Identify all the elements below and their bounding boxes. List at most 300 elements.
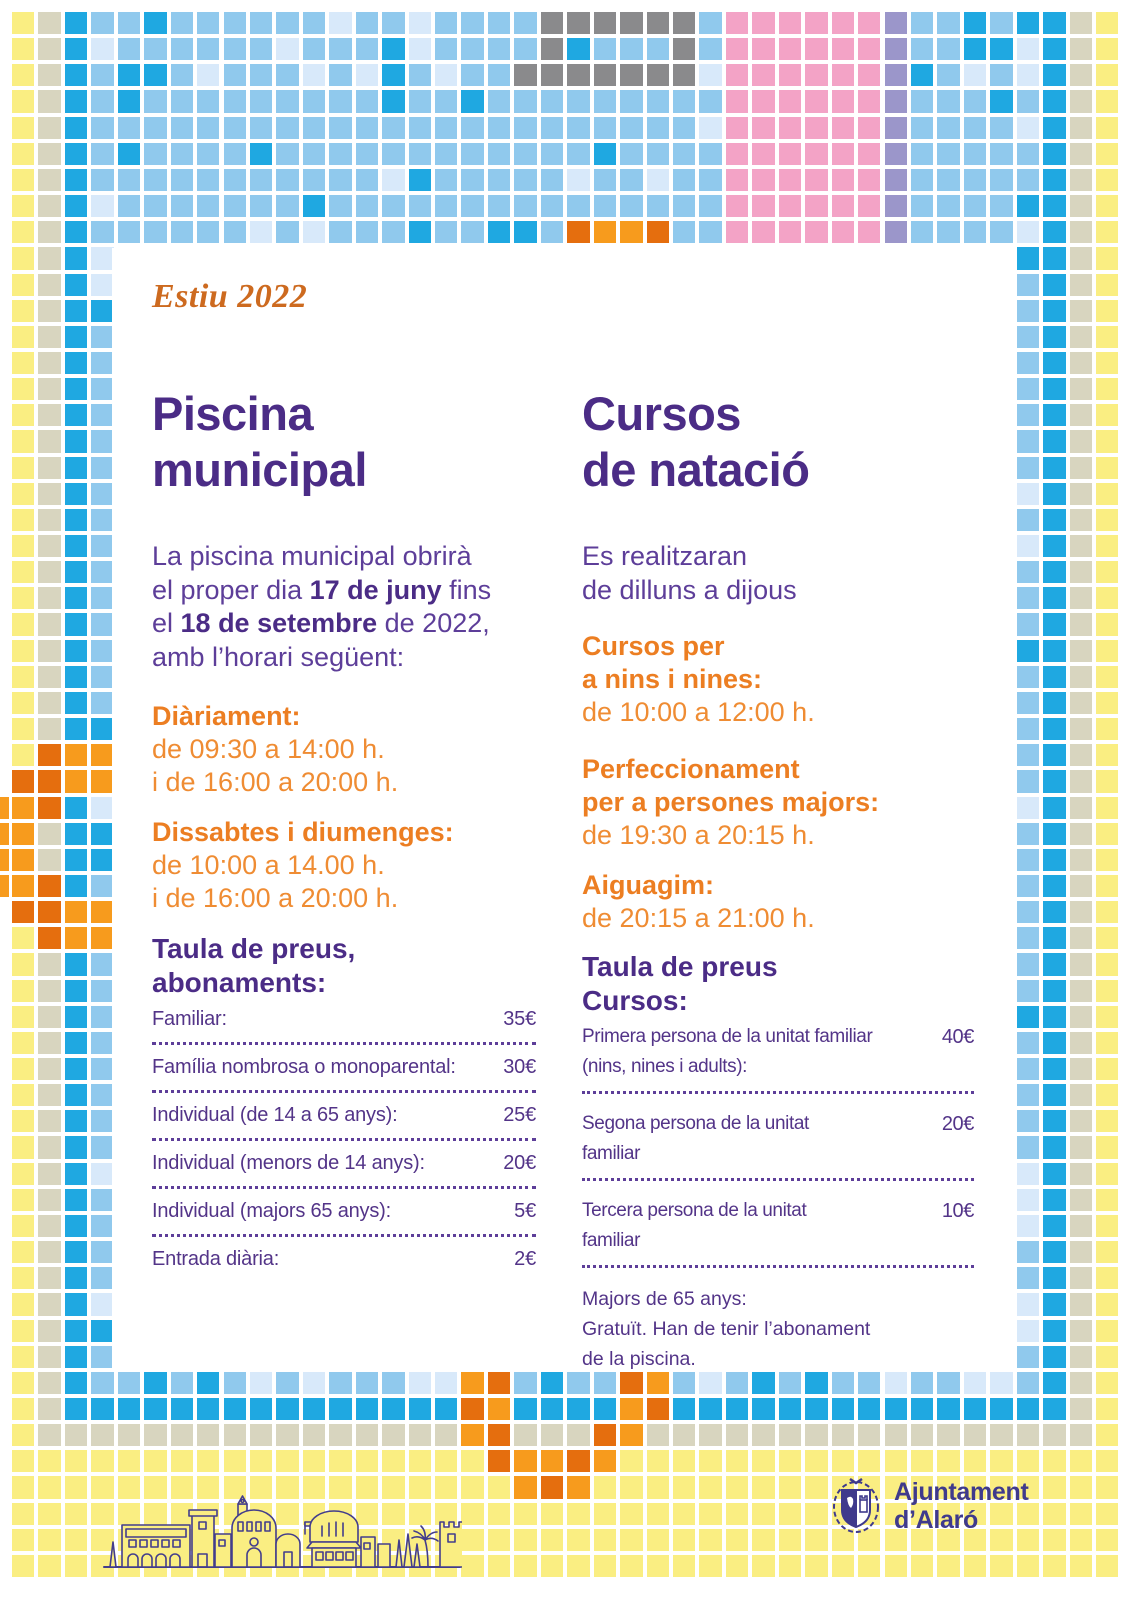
mosaic-tile	[1043, 1241, 1065, 1263]
mosaic-tile	[699, 1555, 721, 1577]
mosaic-tile	[1096, 1110, 1118, 1132]
mosaic-tile	[12, 797, 34, 819]
mosaic-tile	[356, 1424, 378, 1446]
mosaic-tile	[1043, 404, 1065, 426]
row-label-line1: Primera persona de la unitat familiar	[582, 1026, 873, 1047]
mosaic-tile	[38, 692, 60, 714]
mosaic-tile	[65, 1293, 87, 1315]
mosaic-tile	[356, 117, 378, 139]
mosaic-tile	[38, 1267, 60, 1289]
mosaic-tile	[805, 1529, 827, 1551]
logo-text-line2: d’Alaró	[894, 1506, 979, 1534]
mosaic-tile	[91, 1424, 113, 1446]
mosaic-tile	[12, 1503, 34, 1525]
mosaic-tile	[1017, 1346, 1039, 1368]
intro-line2-pre: el proper dia	[152, 574, 310, 605]
mosaic-tile	[990, 169, 1012, 191]
mosaic-tile	[224, 221, 246, 243]
mosaic-tile	[805, 1503, 827, 1525]
mosaic-tile	[144, 1424, 166, 1446]
mosaic-tile	[65, 117, 87, 139]
mosaic-tile	[699, 221, 721, 243]
mosaic-tile	[911, 12, 933, 34]
mosaic-tile	[488, 1398, 510, 1420]
mosaic-tile	[1017, 509, 1039, 531]
mosaic-tile	[1017, 1189, 1039, 1211]
mosaic-tile	[1096, 980, 1118, 1002]
mosaic-tile	[990, 38, 1012, 60]
mosaic-tile	[937, 64, 959, 86]
mosaic-tile	[65, 90, 87, 112]
mosaic-tile	[964, 143, 986, 165]
mosaic-tile	[91, 378, 113, 400]
mosaic-tile	[1043, 1084, 1065, 1106]
mosaic-tile	[65, 666, 87, 688]
mosaic-tile	[12, 221, 34, 243]
mosaic-tile	[673, 1398, 695, 1420]
row-label-line1: Tercera persona de la unitat	[582, 1200, 807, 1221]
mosaic-tile	[1070, 640, 1092, 662]
mosaic-tile	[514, 1372, 536, 1394]
mosaic-tile	[964, 221, 986, 243]
mosaic-tile	[12, 1110, 34, 1132]
schedule-weekend-title: Dissabtes i diumenges:	[152, 817, 454, 847]
mosaic-tile	[1070, 1032, 1092, 1054]
mosaic-tile	[937, 117, 959, 139]
mosaic-tile	[647, 64, 669, 86]
mosaic-tile	[620, 1372, 642, 1394]
mosaic-tile	[38, 1476, 60, 1498]
mosaic-tile	[91, 117, 113, 139]
mosaic-tile	[594, 1476, 616, 1498]
table-row	[582, 1022, 974, 1094]
mosaic-tile	[65, 770, 87, 792]
mosaic-tile	[1017, 744, 1039, 766]
mosaic-tile	[858, 195, 880, 217]
mosaic-tile	[1017, 38, 1039, 60]
mosaic-tile	[541, 90, 563, 112]
mosaic-tile	[91, 587, 113, 609]
mosaic-tile	[1017, 1293, 1039, 1315]
course-price-table-title-line1: Taula de preus	[582, 951, 778, 982]
mosaic-tile	[382, 143, 404, 165]
mosaic-tile	[885, 90, 907, 112]
mosaic-tile	[647, 90, 669, 112]
mosaic-tile	[1043, 247, 1065, 269]
mosaic-tile	[1043, 1058, 1065, 1080]
mosaic-tile	[1017, 1267, 1039, 1289]
mosaic-tile	[38, 587, 60, 609]
mosaic-tile	[964, 169, 986, 191]
mosaic-tile	[38, 1503, 60, 1525]
mosaic-tile	[1017, 561, 1039, 583]
mosaic-tile	[594, 143, 616, 165]
mosaic-tile	[65, 875, 87, 897]
mosaic-tile	[673, 221, 695, 243]
mosaic-tile	[38, 378, 60, 400]
mosaic-tile	[885, 38, 907, 60]
course-kids-time: de 10:00 a 12:00 h.	[582, 697, 815, 727]
mosaic-tile	[250, 1424, 272, 1446]
left-title-line1: Piscina	[152, 387, 314, 440]
mosaic-tile	[752, 1424, 774, 1446]
mosaic-tile	[38, 744, 60, 766]
mosaic-tile	[250, 117, 272, 139]
mosaic-tile	[1043, 1136, 1065, 1158]
schedule-daily-line1: de 09:30 a 14:00 h.	[152, 734, 385, 764]
mosaic-tile	[488, 169, 510, 191]
mosaic-tile	[805, 117, 827, 139]
left-title-line2: municipal	[152, 443, 367, 496]
mosaic-tile	[276, 12, 298, 34]
mosaic-tile	[1096, 561, 1118, 583]
mosaic-tile	[382, 117, 404, 139]
mosaic-tile	[461, 1476, 483, 1498]
mosaic-tile	[65, 692, 87, 714]
intro-line3-bold: 18 de setembre	[180, 608, 378, 638]
right-title-line2: de natació	[582, 443, 810, 496]
mosaic-tile	[567, 1503, 589, 1525]
mosaic-tile	[118, 38, 140, 60]
mosaic-tile	[303, 38, 325, 60]
mosaic-tile	[911, 64, 933, 86]
mosaic-tile	[12, 1450, 34, 1472]
mosaic-tile	[620, 117, 642, 139]
mosaic-tile	[250, 221, 272, 243]
mosaic-tile	[990, 1424, 1012, 1446]
mosaic-tile	[65, 352, 87, 374]
mosaic-tile	[91, 1110, 113, 1132]
mosaic-tile	[1017, 875, 1039, 897]
mosaic-tile	[1096, 849, 1118, 871]
mosaic-tile	[65, 457, 87, 479]
mosaic-tile	[541, 64, 563, 86]
mosaic-tile	[65, 1189, 87, 1211]
mosaic-tile	[91, 300, 113, 322]
mosaic-tile	[858, 1424, 880, 1446]
mosaic-tile	[620, 1503, 642, 1525]
mosaic-tile	[91, 483, 113, 505]
mosaic-tile	[171, 90, 193, 112]
mosaic-tile	[12, 1032, 34, 1054]
mosaic-tile	[276, 1424, 298, 1446]
mosaic-tile	[38, 483, 60, 505]
mosaic-tile	[805, 90, 827, 112]
mosaic-tile	[38, 64, 60, 86]
mosaic-tile	[197, 1398, 219, 1420]
mosaic-tile	[65, 300, 87, 322]
mosaic-tile	[832, 12, 854, 34]
mosaic-tile	[1043, 718, 1065, 740]
mosaic-tile	[1017, 535, 1039, 557]
table-row	[582, 1109, 974, 1181]
pool-price-table-title-line1: Taula de preus,	[152, 933, 356, 964]
schedule-weekend	[152, 816, 552, 915]
mosaic-tile	[726, 195, 748, 217]
mosaic-tile	[594, 1503, 616, 1525]
mosaic-tile	[1017, 457, 1039, 479]
mosaic-tile	[567, 1372, 589, 1394]
mosaic-tile	[1096, 1424, 1118, 1446]
mosaic-tile	[382, 64, 404, 86]
mosaic-tile	[832, 143, 854, 165]
mosaic-tile	[12, 666, 34, 688]
mosaic-tile	[647, 1503, 669, 1525]
mosaic-tile	[488, 1372, 510, 1394]
mosaic-tile	[409, 1450, 431, 1472]
mosaic-tile	[329, 64, 351, 86]
mosaic-tile	[1043, 744, 1065, 766]
mosaic-tile	[752, 1503, 774, 1525]
mosaic-tile	[91, 195, 113, 217]
right-intro-line2: de dilluns a dijous	[582, 574, 797, 605]
mosaic-tile	[541, 1398, 563, 1420]
mosaic-tile	[38, 1529, 60, 1551]
mosaic-tile	[673, 195, 695, 217]
mosaic-tile	[885, 1450, 907, 1472]
mosaic-tile	[1017, 1110, 1039, 1132]
mosaic-tile	[726, 221, 748, 243]
mosaic-tile	[65, 1372, 87, 1394]
mosaic-tile	[594, 117, 616, 139]
mosaic-tile	[1070, 770, 1092, 792]
mosaic-tile	[276, 117, 298, 139]
mosaic-tile	[567, 90, 589, 112]
mosaic-tile	[1096, 143, 1118, 165]
mosaic-tile	[779, 169, 801, 191]
mosaic-tile	[12, 117, 34, 139]
mosaic-tile	[885, 195, 907, 217]
mosaic-tile	[1017, 1372, 1039, 1394]
mosaic-tile	[1043, 1529, 1065, 1551]
mosaic-tile	[38, 797, 60, 819]
mosaic-tile	[144, 195, 166, 217]
mosaic-tile	[805, 1450, 827, 1472]
mosaic-tile	[250, 169, 272, 191]
mosaic-tile	[726, 1555, 748, 1577]
mosaic-tile	[171, 1424, 193, 1446]
mosaic-tile	[1096, 613, 1118, 635]
mosaic-tile	[911, 221, 933, 243]
mosaic-tile	[461, 12, 483, 34]
mosaic-tile	[699, 1398, 721, 1420]
mosaic-tile	[699, 1503, 721, 1525]
mosaic-tile	[620, 1529, 642, 1551]
mosaic-tile	[12, 300, 34, 322]
mosaic-tile	[12, 483, 34, 505]
mosaic-tile	[118, 12, 140, 34]
mosaic-tile	[1017, 1163, 1039, 1185]
mosaic-tile	[91, 1241, 113, 1263]
mosaic-tile	[1070, 666, 1092, 688]
mosaic-tile	[1096, 640, 1118, 662]
mosaic-tile	[38, 274, 60, 296]
mosaic-tile	[171, 12, 193, 34]
mosaic-tile	[911, 169, 933, 191]
mosaic-tile	[541, 1476, 563, 1498]
mosaic-tile	[1070, 875, 1092, 897]
mosaic-tile	[224, 1372, 246, 1394]
mosaic-tile	[488, 195, 510, 217]
mosaic-tile	[726, 1372, 748, 1394]
mosaic-tile	[1043, 1476, 1065, 1498]
mosaic-tile	[1070, 1267, 1092, 1289]
mosaic-tile	[1070, 326, 1092, 348]
mosaic-tile	[514, 1476, 536, 1498]
mosaic-tile	[118, 117, 140, 139]
mosaic-tile	[1043, 352, 1065, 374]
mosaic-tile	[65, 143, 87, 165]
mosaic-tile	[514, 221, 536, 243]
mosaic-tile	[65, 535, 87, 557]
mosaic-tile	[699, 64, 721, 86]
mosaic-tile	[435, 90, 457, 112]
mosaic-tile	[435, 1398, 457, 1420]
mosaic-tile	[250, 12, 272, 34]
mosaic-tile	[409, 12, 431, 34]
mosaic-tile	[752, 143, 774, 165]
mosaic-tile	[673, 90, 695, 112]
mosaic-tile	[171, 1398, 193, 1420]
mosaic-tile	[567, 1450, 589, 1472]
mosaic-tile	[647, 117, 669, 139]
mosaic-tile	[435, 143, 457, 165]
mosaic-tile	[779, 221, 801, 243]
mosaic-tile	[699, 1450, 721, 1472]
mosaic-tile	[65, 849, 87, 871]
mosaic-tile	[647, 169, 669, 191]
mosaic-tile	[805, 221, 827, 243]
mosaic-tile	[1017, 169, 1039, 191]
row-price: 10€	[941, 1200, 974, 1222]
mosaic-tile	[91, 169, 113, 191]
mosaic-tile	[1096, 378, 1118, 400]
left-column	[152, 248, 552, 1368]
table-row	[152, 1054, 536, 1093]
mosaic-tile	[1070, 1346, 1092, 1368]
mosaic-tile	[38, 247, 60, 269]
mosaic-tile	[726, 12, 748, 34]
mosaic-tile	[488, 64, 510, 86]
course-seniors-title1: Perfeccionament	[582, 754, 800, 784]
mosaic-tile	[1043, 1346, 1065, 1368]
mosaic-tile	[12, 1058, 34, 1080]
intro-line4: amb l’horari següent:	[152, 641, 405, 672]
mosaic-tile	[1043, 509, 1065, 531]
mosaic-tile	[1017, 927, 1039, 949]
mosaic-tile	[673, 38, 695, 60]
mosaic-tile	[224, 1450, 246, 1472]
mosaic-tile	[409, 143, 431, 165]
mosaic-tile	[329, 90, 351, 112]
mosaic-tile	[990, 90, 1012, 112]
mosaic-tile	[65, 640, 87, 662]
mosaic-tile	[38, 117, 60, 139]
mosaic-tile	[144, 169, 166, 191]
mosaic-tile	[461, 64, 483, 86]
mosaic-tile	[118, 1398, 140, 1420]
mosaic-tile	[620, 1450, 642, 1472]
mosaic-tile	[620, 1398, 642, 1420]
mosaic-tile	[673, 143, 695, 165]
mosaic-tile	[594, 64, 616, 86]
mosaic-tile	[38, 613, 60, 635]
mosaic-tile	[1096, 430, 1118, 452]
mosaic-tile	[12, 849, 34, 871]
mosaic-tile	[118, 195, 140, 217]
mosaic-tile	[12, 64, 34, 86]
mosaic-tile	[832, 169, 854, 191]
mosaic-tile	[858, 12, 880, 34]
mosaic-tile	[699, 143, 721, 165]
mosaic-tile	[38, 169, 60, 191]
mosaic-tile	[356, 1398, 378, 1420]
mosaic-tile	[514, 1555, 536, 1577]
mosaic-tile	[1096, 1241, 1118, 1263]
mosaic-tile	[38, 535, 60, 557]
mosaic-tile	[409, 195, 431, 217]
town-skyline-illustration	[102, 1492, 462, 1570]
mosaic-tile	[303, 1372, 325, 1394]
mosaic-tile	[461, 1555, 483, 1577]
mosaic-tile	[409, 64, 431, 86]
schedule-daily-title: Diàriament:	[152, 701, 301, 731]
mosaic-tile	[1070, 823, 1092, 845]
mosaic-tile	[38, 457, 60, 479]
course-price-table-title	[582, 950, 978, 1018]
mosaic-tile	[1017, 823, 1039, 845]
mosaic-tile	[858, 1398, 880, 1420]
mosaic-tile	[990, 195, 1012, 217]
mosaic-tile	[911, 195, 933, 217]
mosaic-tile	[885, 1555, 907, 1577]
mosaic-tile	[1017, 300, 1039, 322]
mosaic-tile	[594, 38, 616, 60]
mosaic-tile	[620, 1555, 642, 1577]
mosaic-tile	[1017, 1058, 1039, 1080]
mosaic-tile	[594, 12, 616, 34]
mosaic-tile	[726, 1424, 748, 1446]
mosaic-tile	[65, 927, 87, 949]
mosaic-tile	[65, 1398, 87, 1420]
mosaic-tile	[65, 561, 87, 583]
mosaic-tile	[805, 1555, 827, 1577]
mosaic-tile	[1070, 1424, 1092, 1446]
mosaic-tile	[885, 143, 907, 165]
mosaic-tile	[12, 744, 34, 766]
mosaic-tile	[65, 1136, 87, 1158]
mosaic-tile	[620, 1476, 642, 1498]
mosaic-tile	[1096, 352, 1118, 374]
intro-line2-post: fins	[441, 574, 492, 605]
mosaic-tile	[1096, 1163, 1118, 1185]
mosaic-tile	[38, 927, 60, 949]
mosaic-tile	[12, 1346, 34, 1368]
mosaic-tile	[541, 1529, 563, 1551]
mosaic-tile	[91, 953, 113, 975]
mosaic-tile	[38, 326, 60, 348]
mosaic-tile	[91, 849, 113, 871]
mosaic-tile	[38, 143, 60, 165]
mosaic-tile	[514, 38, 536, 60]
mosaic-tile	[620, 64, 642, 86]
mosaic-tile	[12, 1372, 34, 1394]
mosaic-tile	[118, 1372, 140, 1394]
logo-text-line1: Ajuntament	[894, 1478, 1029, 1506]
mosaic-tile	[620, 38, 642, 60]
mosaic-tile	[12, 770, 34, 792]
mosaic-tile	[65, 823, 87, 845]
